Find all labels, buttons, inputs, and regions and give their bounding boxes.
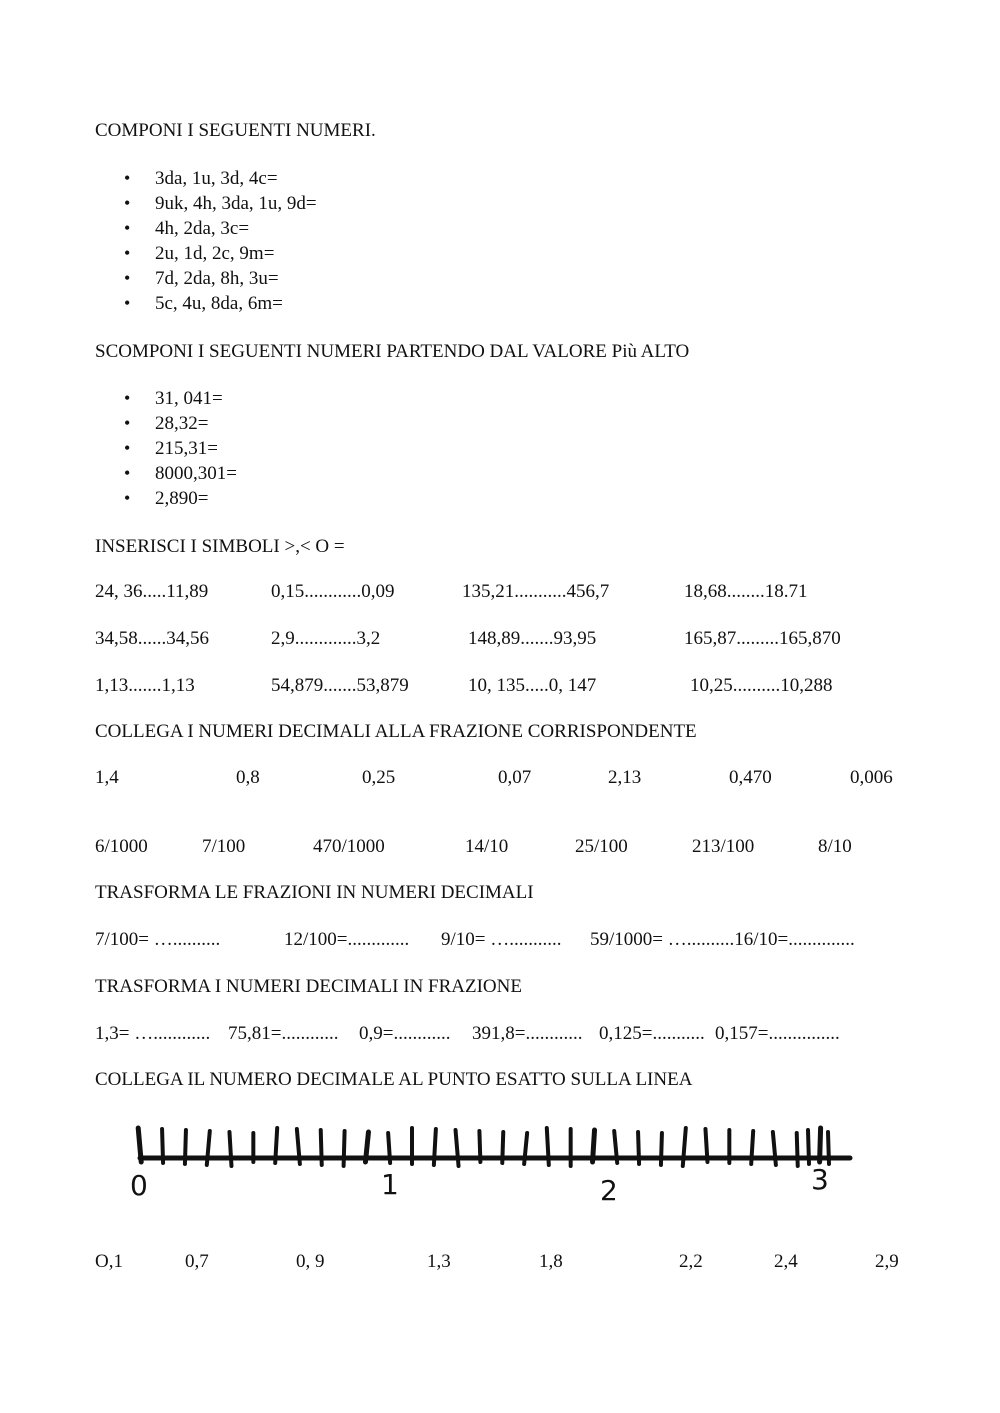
number-line-tick [820,1128,821,1162]
decimal-value: 0,006 [850,767,893,788]
exercise-item: 7/100= ….......... [95,929,221,950]
line-value: 1,3 [427,1251,451,1272]
list-item: • 8000,301= [95,461,237,486]
section-number-line-heading: COLLEGA IL NUMERO DECIMALE AL PUNTO ESATTO SULLA LINEA [95,1069,693,1090]
decimal-value: 0,25 [362,767,396,788]
list-item: • 215,31= [95,436,237,461]
number-line-tick [705,1129,707,1162]
number-line-tick [344,1131,345,1166]
compare-item: 10,25..........10,288 [690,675,833,696]
number-line-tick [229,1132,231,1166]
compare-item: 10, 135.....0, 147 [468,675,597,696]
line-label-0: 0 [130,1169,148,1202]
exercise-item: 12/100=............. [284,929,410,950]
compare-item: 148,89.......93,95 [468,628,597,649]
exercise-item: 1,3= …............ [95,1023,211,1044]
exercise-item: 9/10= …........... [441,929,562,950]
number-line-tick [808,1130,809,1164]
line-label-2: 2 [600,1174,618,1207]
compare-item: 18,68........18.71 [684,581,808,602]
exercise-item: 75,81=............ [228,1023,339,1044]
number-line-tick [828,1132,829,1164]
exercise-item: 0,157=............... [715,1023,840,1044]
line-value: 2,9 [875,1251,899,1272]
number-line-tick [275,1128,277,1163]
compare-item: 165,87.........165,870 [684,628,841,649]
number-line-tick [321,1130,322,1165]
exercise-item: 391,8=............ [472,1023,583,1044]
list-item: • 2u, 1d, 2c, 9m= [95,241,317,266]
line-value: O,1 [95,1251,123,1272]
list-item: • 28,32= [95,411,237,436]
number-line-tick [502,1132,503,1163]
number-line-tick [162,1129,163,1163]
list-item: • 2,890= [95,486,237,511]
section-decimals-to-fractions-heading: TRASFORMA I NUMERI DECIMALI IN FRAZIONE [95,976,522,997]
line-value: 0, 9 [296,1251,325,1272]
exercise-item: 0,9=............ [359,1023,451,1044]
compare-item: 135,21...........456,7 [462,581,610,602]
fraction-value: 8/10 [818,836,852,857]
decimal-value: 1,4 [95,767,119,788]
exercise-item: 59/1000= …..........16/10=.............. [590,929,855,950]
list-item: • 31, 041= [95,386,237,411]
compare-item: 54,879.......53,879 [271,675,409,696]
number-line-tick [138,1128,141,1162]
number-line-tick [751,1131,753,1164]
number-line-tick [185,1130,186,1164]
number-line-tick [365,1132,368,1162]
fraction-value: 25/100 [575,836,628,857]
list-item: • 3da, 1u, 3d, 4c= [95,166,317,191]
compare-item: 2,9.............3,2 [271,628,381,649]
decimal-value: 0,07 [498,767,532,788]
exercise-item: 0,125=........... [599,1023,705,1044]
list-item: • 5c, 4u, 8da, 6m= [95,291,317,316]
number-line-tick [797,1133,798,1166]
section-fractions-to-decimals-heading: TRASFORMA LE FRAZIONI IN NUMERI DECIMALI [95,882,534,903]
line-label-3: 3 [811,1163,829,1196]
fraction-value: 7/100 [202,836,246,857]
decimal-value: 0,470 [729,767,772,788]
line-value: 2,2 [679,1251,703,1272]
compare-item: 34,58......34,56 [95,628,209,649]
section-decompose-heading: SCOMPONI I SEGUENTI NUMERI PARTENDO DAL VALORE Più ALTO [95,341,690,362]
line-value: 0,7 [185,1251,209,1272]
compare-item: 0,15............0,09 [271,581,395,602]
compare-item: 24, 36.....11,89 [95,581,209,602]
section-symbols-heading: INSERISCI I SIMBOLI >,< O = [95,536,345,557]
section-match-fractions-heading: COLLEGA I NUMERI DECIMALI ALLA FRAZIONE CORRISPONDENTE [95,721,697,742]
number-line-tick [434,1129,436,1165]
number-line-tick [638,1132,639,1164]
fraction-value: 470/1000 [313,836,385,857]
line-value: 1,8 [539,1251,563,1272]
list-item: • 9uk, 4h, 3da, 1u, 9d= [95,191,317,216]
number-line-tick [388,1133,390,1163]
section-compose-heading: COMPONI I SEGUENTI NUMERI. [95,120,376,141]
list-item: • 4h, 2da, 3c= [95,216,317,241]
decimal-value: 2,13 [608,767,642,788]
number-line [120,1110,860,1210]
number-line-tick [456,1130,459,1166]
fraction-value: 213/100 [692,836,755,857]
compose-list [95,166,317,316]
number-line-tick [479,1131,480,1162]
line-label-1: 1 [381,1168,399,1201]
decimal-value: 0,8 [236,767,260,788]
compare-item: 1,13.......1,13 [95,675,195,696]
fraction-value: 14/10 [465,836,509,857]
number-line-tick [593,1130,595,1162]
decompose-list [95,386,237,511]
line-value: 2,4 [774,1251,798,1272]
list-item: • 7d, 2da, 8h, 3u= [95,266,317,291]
fraction-value: 6/1000 [95,836,148,857]
number-line-tick [547,1128,549,1165]
number-line-tick [661,1133,662,1165]
